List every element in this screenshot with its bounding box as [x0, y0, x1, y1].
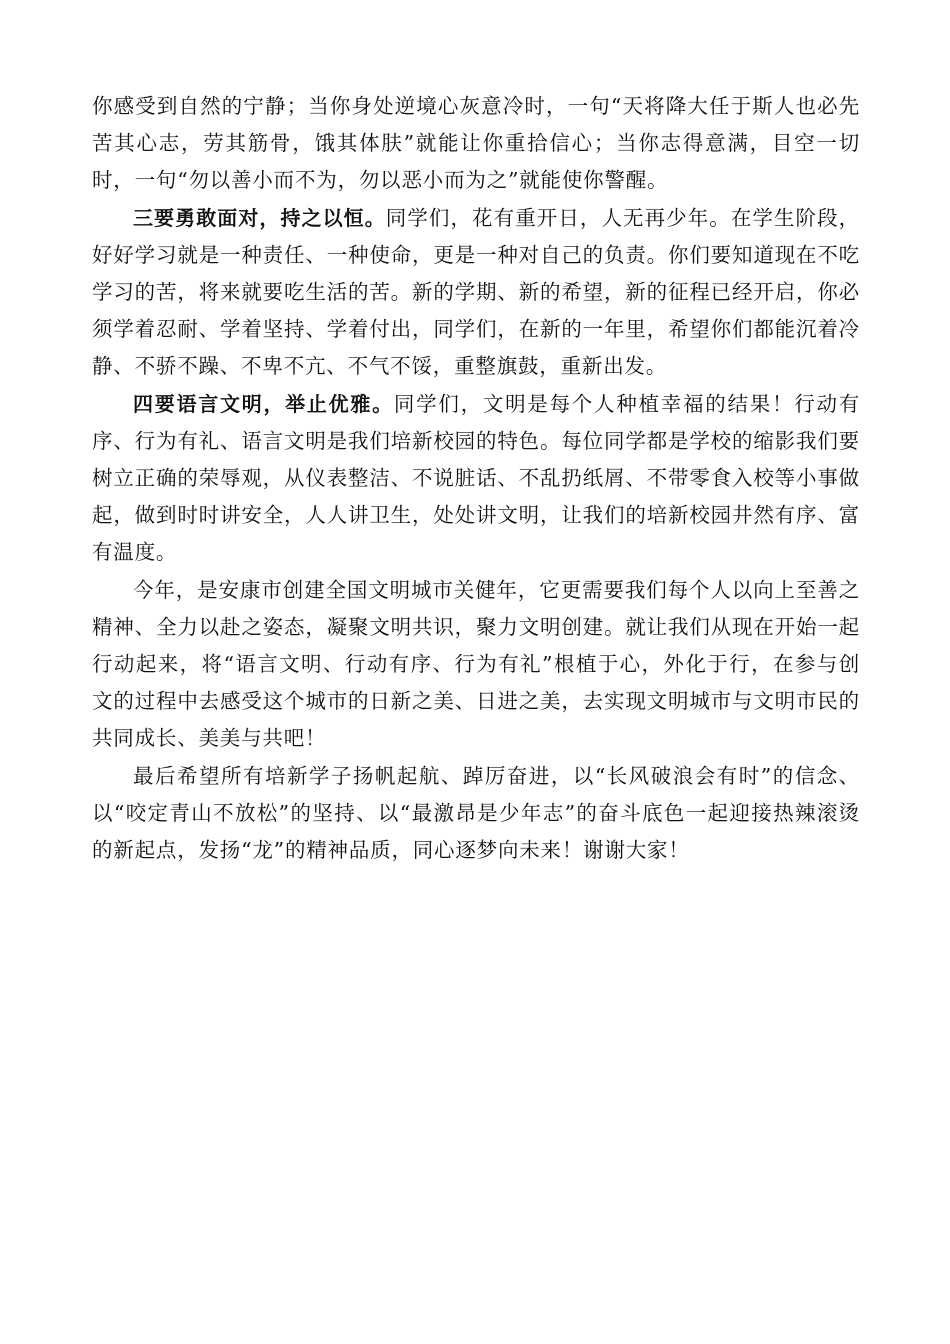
paragraph-text: 最后希望所有培新学子扬帆起航、踔厉奋进，以“长风破浪会有时”的信念、以“咬定青山不放松”的坚持、以“最激昂是少年志”的奋斗底色一起迎接热辣滚烫的新起点，发扬“龙”的精神品质，同心逐梦向未来！谢谢大家！ [92, 763, 860, 863]
paragraph-heading: 三要勇敢面对，持之以恒。 [133, 205, 386, 230]
paragraph-heading: 四要语言文明，举止优雅。 [133, 391, 394, 416]
paragraph-civilized-city [92, 572, 860, 758]
paragraph-point-four [92, 386, 860, 572]
document-page [92, 88, 860, 869]
paragraph-text: 你感受到自然的宁静；当你身处逆境心灰意冷时，一句“天将降大任于斯人也必先苦其心志，劳其筋骨，饿其体肤”就能让你重拾信心；当你志得意满，目空一切时，一句“勿以善小而不为，勿以恶小而为之”就能使你警醒。 [92, 94, 860, 193]
paragraph-closing [92, 758, 860, 870]
paragraph-text: 今年，是安康市创建全国文明城市关健年，它更需要我们每个人以向上至善之精神、全力以赴之姿态，凝聚文明共识，聚力文明创建。就让我们从现在开始一起行动起来，将“语言文明、行动有序、行为有礼”根植于心，外化于行，在参与创文的过程中去感受这个城市的日新之美、日进之美，去实现文明城市与文明市民的共同成长、美美与共吧！ [92, 577, 860, 751]
paragraph-continuation [92, 88, 860, 200]
paragraph-point-three [92, 200, 860, 386]
paragraph-text: 同学们，文明是每个人种植幸福的结果！行动有序、行为有礼、语言文明是我们培新校园的特色。每位同学都是学校的缩影我们要树立正确的荣辱观，从仪表整洁、不说脏话、不乱扔纸屑、不带零食入校等小事做起，做到时时讲安全，人人讲卫生，处处讲文明，让我们的培新校园井然有序、富有温度。 [92, 391, 860, 565]
paragraph-text: 同学们，花有重开日，人无再少年。在学生阶段，好好学习就是一种责任、一种使命，更是一种对自己的负责。你们要知道现在不吃学习的苦，将来就要吃生活的苦。新的学期、新的希望，新的征程已经开启，你必须学着忍耐、学着坚持、学着付出，同学们，在新的一年里，希望你们都能沉着冷静、不骄不躁、不卑不亢、不气不馁，重整旗鼓，重新出发。 [92, 205, 860, 379]
